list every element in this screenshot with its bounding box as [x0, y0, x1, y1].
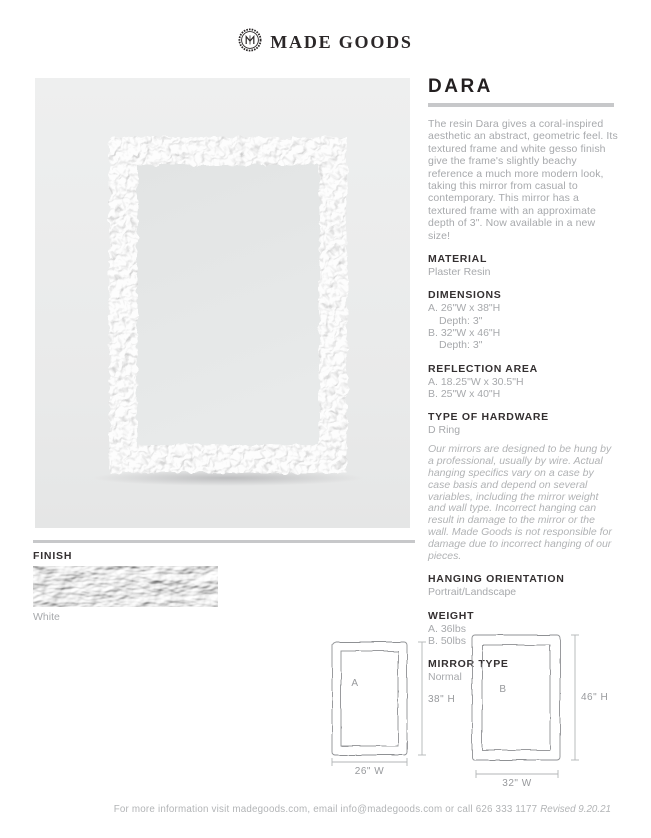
dimension-diagrams	[320, 632, 630, 797]
hanging-disclaimer: Our mirrors are designed to be hung by a professional, usually by wire. Actual hanging specifics vary on a case by case basis and depend on several variables, including the mirror weight and wall type. Incorrect hanging can result in damage to the mirror or the wall. Made Goods is not responsible for damage due to incorrect hanging of our pieces.	[428, 443, 612, 562]
orientation-heading: HANGING ORIENTATION	[428, 573, 565, 586]
product-title: DARA	[428, 76, 493, 97]
reflection-area-heading: REFLECTION AREA	[428, 362, 538, 375]
weight-line: B. 50lbs	[428, 635, 466, 647]
title-divider	[428, 103, 614, 107]
section-divider	[33, 540, 415, 543]
material-value: Plaster Resin	[428, 266, 491, 279]
dimensions-line: B. 32"W x 46"H	[428, 326, 501, 339]
diagram-a-label: A	[351, 678, 359, 689]
dimensions-line: Depth: 3"	[439, 339, 483, 352]
dimensions-line: Depth: 3"	[439, 314, 483, 327]
finish-heading: FINISH	[33, 550, 73, 562]
orientation-value: Portrait/Landscape	[428, 586, 517, 599]
dimensions-heading: DIMENSIONS	[428, 289, 502, 302]
diagram-b-height-line	[571, 635, 579, 760]
diagram-b-width-value: 32" W	[502, 778, 532, 789]
diagram-a-width-value: 26" W	[354, 766, 385, 777]
finish-swatch-white	[33, 566, 218, 607]
dimensions-line: A. 26"W x 38"H	[428, 302, 501, 315]
weight-line: A. 36lbs	[428, 622, 466, 635]
diagram-b-width-line	[476, 770, 558, 778]
product-photo	[35, 78, 410, 528]
mirror-type-value: Normal	[428, 671, 462, 684]
product-description: The resin Dara gives a coral-inspired aesthetic an abstract, geometric feel. Its textured frame and white gesso finish give the frame's slightly beachy reference a much more modern look, taking this mirror from casual to contemporary. This mirror has a textured frame with an approximate depth of 3". Now available in a new size!	[428, 118, 618, 242]
made-goods-logo-icon	[238, 28, 262, 57]
reflection-area-line: B. 25"W x 40"H	[428, 387, 501, 400]
material-heading: MATERIAL	[428, 253, 488, 266]
finish-name: White	[33, 611, 60, 623]
reflection-area-line: A. 18.25"W x 30.5"H	[428, 375, 524, 388]
footer-revision-date: Revised 9.20.21	[540, 804, 611, 815]
hardware-value: D Ring	[428, 424, 461, 437]
diagram-a-height-line	[418, 642, 426, 755]
diagram-a-width-line	[332, 758, 407, 766]
brand-name: MADE GOODS	[270, 32, 413, 52]
diagram-b-height-value: 46" H	[581, 692, 609, 703]
footer-contact-info: For more information visit madegoods.com, email info@madegoods.com or call 626 333 1177	[113, 804, 538, 815]
diagram-a-height-value: 38" H	[428, 694, 456, 705]
diagram-b-frame	[472, 635, 560, 760]
weight-heading: WEIGHT	[428, 609, 475, 622]
header	[0, 28, 651, 57]
mirror-type-heading: MIRROR TYPE	[428, 658, 509, 671]
diagram-a-frame	[332, 642, 407, 755]
mirror-image	[35, 78, 410, 528]
hardware-heading: TYPE OF HARDWARE	[428, 411, 549, 424]
spec-column	[428, 76, 618, 684]
diagram-b-label: B	[499, 684, 507, 695]
